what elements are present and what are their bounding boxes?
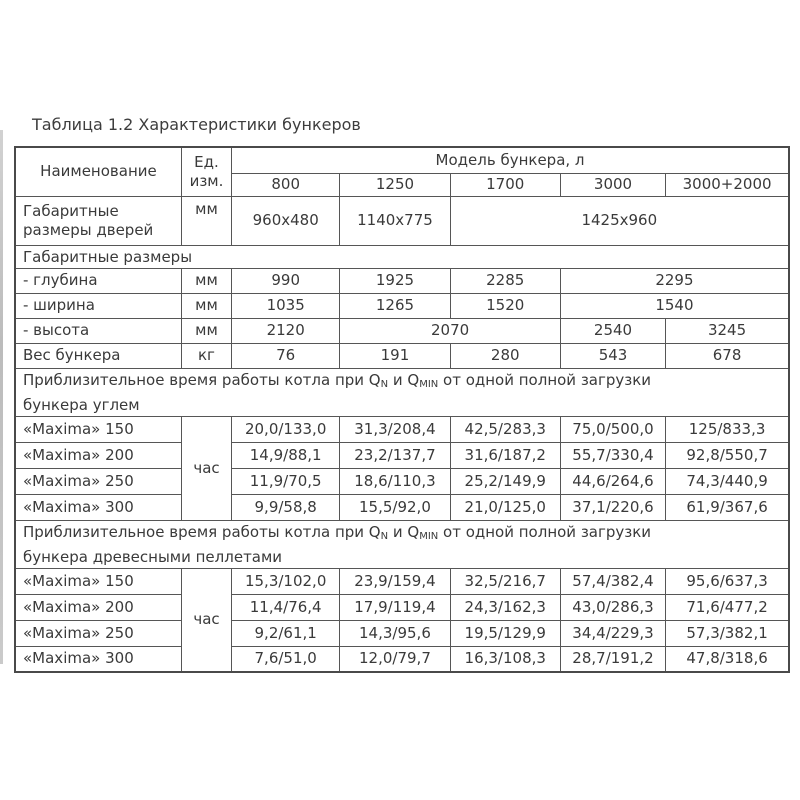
coal-200-3000-2000: 92,8/550,7 — [666, 442, 789, 468]
height-800: 2120 — [232, 318, 340, 343]
height-label: - высота — [15, 318, 181, 343]
pellet-row-label: «Maxima» 300 — [15, 646, 181, 672]
coal-row-label: «Maxima» 300 — [15, 494, 181, 520]
header-model-800: 800 — [232, 173, 340, 196]
coal-300-1700: 21,0/125,0 — [450, 494, 560, 520]
coal-200-1250: 23,2/137,7 — [340, 442, 450, 468]
width-1700: 1520 — [450, 293, 560, 318]
weight-3000: 543 — [560, 343, 665, 368]
coal-250-1250: 18,6/110,3 — [340, 468, 450, 494]
coal-300-800: 9,9/58,8 — [232, 494, 340, 520]
coal-section-title: Приблизительное время работы котла при QN и QMIN от одной полной загрузки бункера углем — [15, 368, 789, 416]
pellet-300-3000: 28,7/191,2 — [560, 646, 665, 672]
coal-200-3000: 55,7/330,4 — [560, 442, 665, 468]
depth-800: 990 — [232, 268, 340, 293]
q-min-subscript: MIN — [419, 530, 439, 542]
pellet-150-3000: 57,4/382,4 — [560, 568, 665, 594]
height-3000: 2540 — [560, 318, 665, 343]
coal-250-800: 11,9/70,5 — [232, 468, 340, 494]
coal-200-800: 14,9/88,1 — [232, 442, 340, 468]
pellet-250-1250: 14,3/95,6 — [340, 620, 450, 646]
height-3000-2000: 3245 — [666, 318, 789, 343]
q-n-subscript: N — [380, 378, 389, 390]
width-label: - ширина — [15, 293, 181, 318]
door-size-800: 960х480 — [232, 196, 340, 245]
weight-1250: 191 — [340, 343, 450, 368]
pellet-200-1700: 24,3/162,3 — [450, 594, 560, 620]
pellet-150-800: 15,3/102,0 — [232, 568, 340, 594]
pellet-150-1250: 23,9/159,4 — [340, 568, 450, 594]
width-1250: 1265 — [340, 293, 450, 318]
header-unit: Ед. изм. — [181, 147, 231, 196]
door-row-label: Габаритные размеры дверей — [15, 196, 181, 245]
coal-150-3000-2000: 125/833,3 — [666, 416, 789, 442]
pellet-row-label: «Maxima» 200 — [15, 594, 181, 620]
door-size-1700-3000: 1425х960 — [450, 196, 789, 245]
pellet-250-1700: 19,5/129,9 — [450, 620, 560, 646]
header-name: Наименование — [15, 147, 181, 196]
coal-300-3000-2000: 61,9/367,6 — [666, 494, 789, 520]
pellet-250-800: 9,2/61,1 — [232, 620, 340, 646]
door-size-1250: 1140х775 — [340, 196, 450, 245]
q-min-subscript: MIN — [419, 378, 439, 390]
pellet-section-title: Приблизительное время работы котла при QN и QMIN от одной полной загрузки бункера древесными пеллетами — [15, 520, 789, 568]
weight-800: 76 — [232, 343, 340, 368]
pellet-200-3000-2000: 71,6/477,2 — [666, 594, 789, 620]
coal-300-3000: 37,1/220,6 — [560, 494, 665, 520]
coal-row-label: «Maxima» 200 — [15, 442, 181, 468]
width-unit: мм — [181, 293, 231, 318]
header-model-group: Модель бункера, л — [232, 147, 789, 173]
pellet-300-3000-2000: 47,8/318,6 — [666, 646, 789, 672]
pellet-row-label: «Maxima» 150 — [15, 568, 181, 594]
q-n-subscript: N — [380, 530, 389, 542]
pellet-150-3000-2000: 95,6/637,3 — [666, 568, 789, 594]
weight-label: Вес бункера — [15, 343, 181, 368]
pellet-row-label: «Maxima» 250 — [15, 620, 181, 646]
coal-row-label: «Maxima» 150 — [15, 416, 181, 442]
bunker-characteristics-table — [14, 146, 790, 673]
weight-unit: кг — [181, 343, 231, 368]
depth-3000: 2295 — [560, 268, 789, 293]
table-caption: Таблица 1.2 Характеристики бункеров — [32, 115, 361, 134]
pellet-150-1700: 32,5/216,7 — [450, 568, 560, 594]
pellet-300-1250: 12,0/79,7 — [340, 646, 450, 672]
depth-unit: мм — [181, 268, 231, 293]
depth-1250: 1925 — [340, 268, 450, 293]
pellet-200-3000: 43,0/286,3 — [560, 594, 665, 620]
pellet-unit: час — [181, 568, 231, 672]
coal-row-label: «Maxima» 250 — [15, 468, 181, 494]
coal-150-1700: 42,5/283,3 — [450, 416, 560, 442]
pellet-300-800: 7,6/51,0 — [232, 646, 340, 672]
pellet-200-800: 11,4/76,4 — [232, 594, 340, 620]
height-unit: мм — [181, 318, 231, 343]
pellet-250-3000-2000: 57,3/382,1 — [666, 620, 789, 646]
height-1250-1700: 2070 — [340, 318, 561, 343]
pellet-300-1700: 16,3/108,3 — [450, 646, 560, 672]
coal-150-1250: 31,3/208,4 — [340, 416, 450, 442]
weight-1700: 280 — [450, 343, 560, 368]
scan-edge-artifact — [0, 130, 3, 664]
dims-section-title: Габаритные размеры — [15, 245, 789, 268]
coal-300-1250: 15,5/92,0 — [340, 494, 450, 520]
header-model-3000-2000: 3000+2000 — [666, 173, 789, 196]
coal-200-1700: 31,6/187,2 — [450, 442, 560, 468]
coal-unit: час — [181, 416, 231, 520]
weight-3000-2000: 678 — [666, 343, 789, 368]
header-model-3000: 3000 — [560, 173, 665, 196]
door-row-unit: мм — [181, 196, 231, 245]
header-model-1250: 1250 — [340, 173, 450, 196]
coal-250-1700: 25,2/149,9 — [450, 468, 560, 494]
coal-250-3000: 44,6/264,6 — [560, 468, 665, 494]
width-3000: 1540 — [560, 293, 789, 318]
header-model-1700: 1700 — [450, 173, 560, 196]
coal-150-800: 20,0/133,0 — [232, 416, 340, 442]
width-800: 1035 — [232, 293, 340, 318]
coal-150-3000: 75,0/500,0 — [560, 416, 665, 442]
pellet-250-3000: 34,4/229,3 — [560, 620, 665, 646]
depth-label: - глубина — [15, 268, 181, 293]
depth-1700: 2285 — [450, 268, 560, 293]
coal-250-3000-2000: 74,3/440,9 — [666, 468, 789, 494]
pellet-200-1250: 17,9/119,4 — [340, 594, 450, 620]
